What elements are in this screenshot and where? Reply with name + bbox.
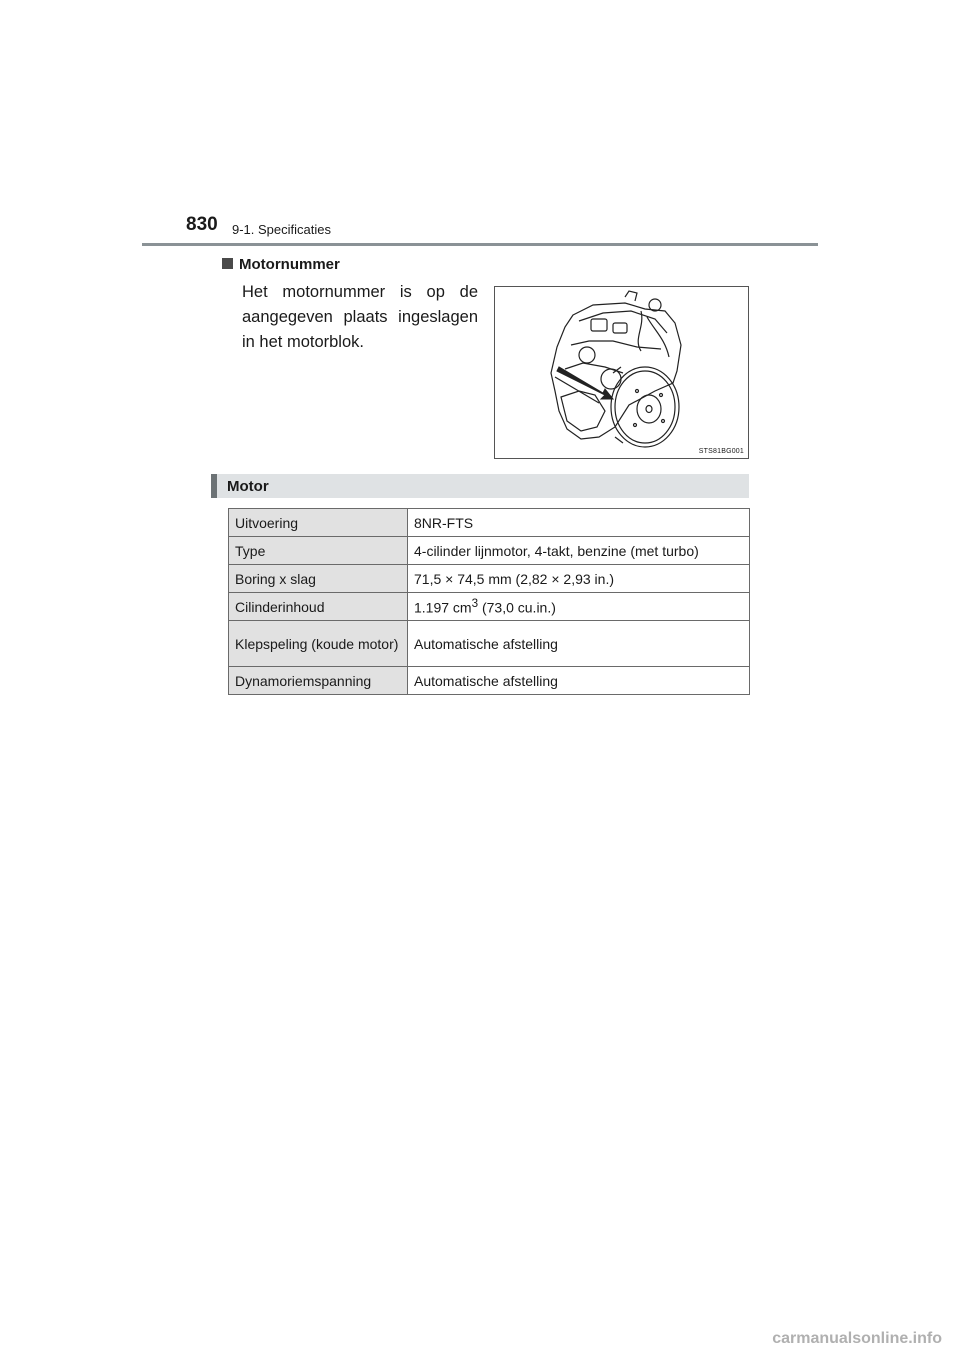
spec-value: 71,5 × 74,5 mm (2,82 × 2,93 in.) [408, 565, 750, 593]
spec-label: Klepspeling (koude motor) [229, 621, 408, 667]
motor-spec-table [228, 508, 750, 695]
table-row [229, 621, 750, 667]
spec-label: Uitvoering [229, 509, 408, 537]
spec-value-tail: (73,0 cu.in.) [478, 599, 556, 616]
spec-value: 8NR-FTS [408, 509, 750, 537]
table-row [229, 565, 750, 593]
header-rule [142, 243, 818, 246]
engine-illustration [495, 287, 748, 458]
spec-value [408, 593, 750, 621]
table-row [229, 593, 750, 621]
table-row [229, 667, 750, 695]
spec-value: Automatische afstelling [408, 621, 750, 667]
spec-label: Cilinderinhoud [229, 593, 408, 621]
spec-label: Dynamoriemspanning [229, 667, 408, 695]
table-row [229, 537, 750, 565]
spec-value-main: 1.197 cm [414, 599, 472, 616]
spec-value: 4-cilinder lijnmotor, 4-takt, benzine (met turbo) [408, 537, 750, 565]
spec-value: Automatische afstelling [408, 667, 750, 695]
spec-label: Type [229, 537, 408, 565]
spec-value-superscript: 3 [471, 597, 479, 611]
table-row [229, 509, 750, 537]
intro-text: Het motornummer is op de aangegeven plaats ingeslagen in het motorblok. [242, 283, 478, 351]
section-title: 9-1. Specificaties [232, 222, 331, 237]
subsection-heading [222, 256, 340, 273]
subsection-title: Motornummer [239, 256, 340, 273]
engine-figure [494, 286, 749, 459]
spec-label: Boring x slag [229, 565, 408, 593]
square-bullet-icon [222, 258, 233, 269]
watermark: carmanualsonline.info [772, 1330, 942, 1347]
page-number: 830 [186, 214, 218, 235]
figure-code: STS81BG001 [698, 448, 744, 455]
motor-section-title: Motor [227, 478, 269, 495]
motor-section-bar [211, 474, 749, 498]
